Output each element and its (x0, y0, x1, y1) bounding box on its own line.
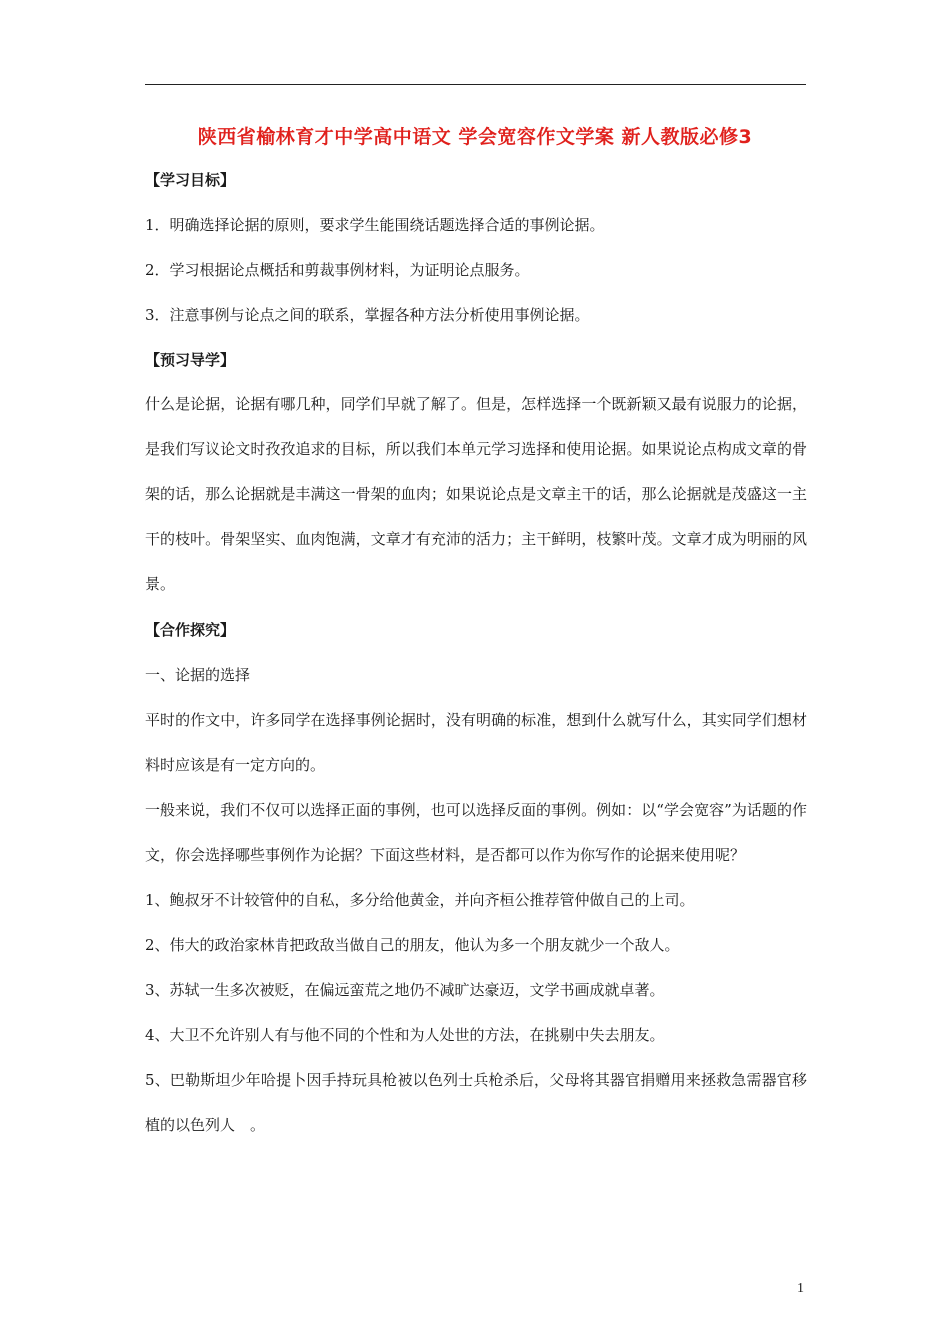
material-item: 4、大卫不允许别人有与他不同的个性和为人处世的方法，在挑剔中失去朋友。 (145, 1026, 665, 1044)
material-item: 3、苏轼一生多次被贬，在偏远蛮荒之地仍不减旷达豪迈，文学书画成就卓著。 (145, 981, 665, 999)
goal-item: 2．学习根据论点概括和剪裁事例材料，为证明论点服务。 (145, 261, 530, 279)
goal-item: 3．注意事例与论点之间的联系，掌握各种方法分析使用事例论据。 (145, 306, 590, 324)
page-number: 1 (797, 1281, 804, 1296)
goals-heading: 【学习目标】 (145, 171, 236, 189)
material-item: 5、巴勒斯坦少年哈提卜因手持玩具枪被以色列士兵枪杀后，父母将其器官捐赠用来拯救急需器官移植的以色列人 。 (145, 1071, 807, 1134)
goal-item: 1．明确选择论据的原则，要求学生能围绕话题选择合适的事例论据。 (145, 216, 605, 234)
document-body (145, 166, 807, 1148)
material-item: 1、鲍叔牙不计较管仲的自私，多分给他黄金，并向齐桓公推荐管仲做自己的上司。 (145, 891, 695, 909)
preview-heading: 【预习导学】 (145, 351, 236, 369)
document-title: 陕西省榆林育才中学高中语文 学会宽容作文学案 新人教版必修3 (197, 126, 753, 148)
explore-subheading: 一、论据的选择 (145, 666, 251, 684)
material-item: 2、伟大的政治家林肯把政敌当做自己的朋友，他认为多一个朋友就少一个敌人。 (145, 936, 680, 954)
explore-paragraph-2: 一般来说，我们不仅可以选择正面的事例，也可以选择反面的事例。例如：以“学会宽容”为话题的作文，你会选择哪些事例作为论据？下面这些材料，是否都可以作为你写作的论据来使用呢？ (145, 801, 807, 864)
explore-heading: 【合作探究】 (145, 621, 236, 639)
explore-paragraph-1: 平时的作文中，许多同学在选择事例论据时，没有明确的标准，想到什么就写什么，其实同学们想材料时应该是有一定方向的。 (145, 711, 807, 774)
preview-paragraph: 什么是论据，论据有哪几种，同学们早就了解了。但是，怎样选择一个既新颖又最有说服力的论据，是我们写议论文时孜孜追求的目标，所以我们本单元学习选择和使用论据。如果说论点构成文章的骨架的话，那么论据就是丰满这一骨架的血肉；如果说论点是文章主干的话，那么论据就是茂盛这一主干的枝叶。骨架坚实、血肉饱满，文章才有充沛的活力；主干鲜明，枝繁叶茂。文章才成为明丽的风景。 (145, 395, 807, 593)
header-rule (145, 84, 806, 85)
